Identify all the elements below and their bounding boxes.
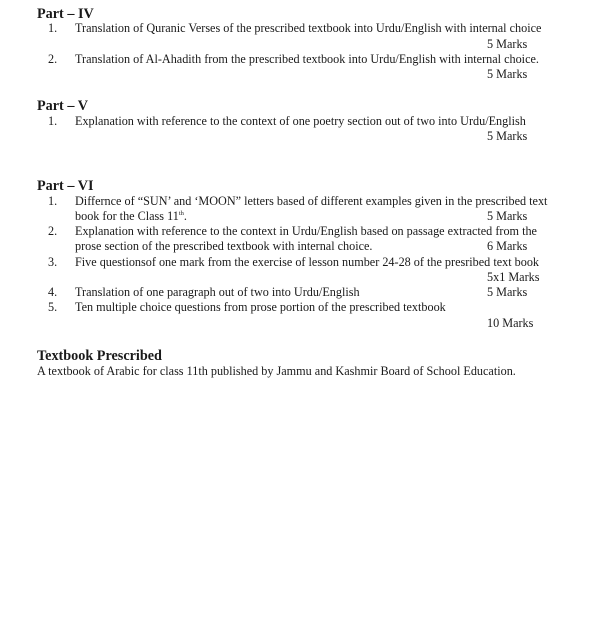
part-6-item-2-text-line2: prose section of the prescribed textbook with internal choice. [75,239,373,253]
part-6-item-3-number: 3. [48,255,58,269]
part-6-item-5-number: 5. [48,300,58,314]
part-4-item-1-marks: 5 Marks [487,37,528,51]
part-4-item-2-marks: 5 Marks [487,67,528,81]
part-4-item-2-number: 2. [48,52,58,66]
part-5-item-1-marks: 5 Marks [487,129,528,143]
part-6-item-1-text-line2-end: . [183,209,187,223]
part-6-item-1-text-line2-main: book for the Class 11 [75,209,179,223]
part-6-item-1-marks: 5 Marks [487,209,528,223]
part-6-item-3-marks: 5x1 Marks [487,270,540,284]
part-5-heading: Part – V [37,98,88,114]
part-6-item-4-text: Translation of one paragraph out of two into Urdu/English [75,285,360,299]
part-4-item-1-number: 1. [48,21,58,35]
part-5-item-1-text: Explanation with reference to the context of one poetry section out of two into Urdu/English [75,114,526,128]
part-6-item-3-text: Five questionsof one mark from the exercise of lesson number 24-28 of the presribed text book [75,255,540,269]
part-6-item-1-text-line1: Differnce of “SUN’ and ‘MOON” letters based of different examples given in the prescribed text [75,194,548,208]
part-4-item-2-text: Translation of Al-Ahadith from the prescribed textbook into Urdu/English with internal choice. [75,52,539,66]
part-6-item-2-number: 2. [48,224,58,238]
part-6-item-1-number: 1. [48,194,58,208]
part-6-heading: Part – VI [37,178,94,194]
part-4-item-1-text: Translation of Quranic Verses of the prescribed textbook into Urdu/English with internal choice [75,21,542,35]
textbook-heading: Textbook Prescribed [37,348,162,364]
part-4-heading: Part – IV [37,6,94,22]
part-6-item-1-superscript: th [178,210,184,217]
part-6-item-1-text-line2 [75,209,187,224]
part-6-item-2-text-line1: Explanation with reference to the context in Urdu/English based on passage extracted from the [75,224,537,238]
part-5-item-1-number: 1. [48,114,58,128]
part-6-item-4-marks: 5 Marks [487,285,528,299]
part-6-item-5-text: Ten multiple choice questions from prose portion of the prescribed textbook [75,300,446,314]
part-6-item-4-number: 4. [48,285,58,299]
part-6-item-2-marks: 6 Marks [487,239,528,253]
textbook-description: A textbook of Arabic for class 11th published by Jammu and Kashmir Board of School Education. [37,364,516,378]
part-6-item-5-marks: 10 Marks [487,316,534,330]
